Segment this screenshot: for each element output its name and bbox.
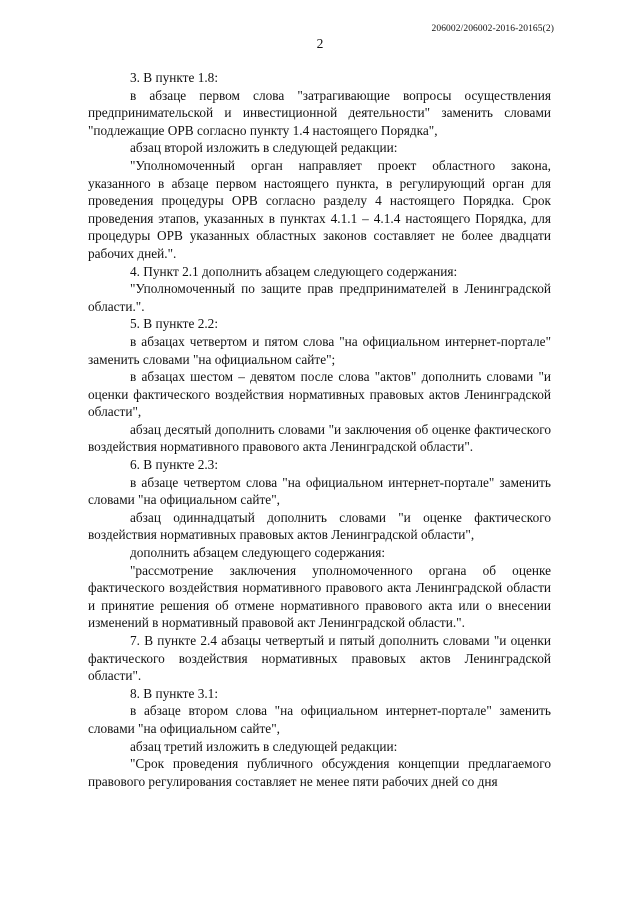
- paragraph: в абзаце первом слова "затрагивающие вопросы осуществления предпринимательской и инвестиционной деятельности" заменить словами "подлежащие ОРВ согласно пункту 1.4 настоящего Порядка",: [88, 87, 551, 138]
- quoted-paragraph: "рассмотрение заключения уполномоченного органа об оценке фактического воздействия нормативного правового акта Ленинградской области и принятие решения об отмене нормативного правового акта или о внесении изменений в нормативный правовой акт Ленинградской области.".: [88, 562, 551, 631]
- paragraph: абзац одиннадцатый дополнить словами "и оценке фактического воздействия нормативных правовых актов Ленинградской области",: [88, 509, 551, 543]
- paragraph: абзац второй изложить в следующей редакции:: [130, 140, 398, 156]
- page-number: 2: [316, 36, 324, 51]
- paragraph: абзац третий изложить в следующей редакции:: [130, 738, 398, 754]
- paragraph: дополнить абзацем следующего содержания:: [130, 545, 386, 561]
- paragraph: в абзаце четвертом слова "на официальном интернет-портале" заменить словами "на официальном сайте",: [88, 474, 551, 508]
- document-body: [88, 69, 551, 790]
- paragraph: в абзацах четвертом и пятом слова "на официальном интернет-портале" заменить словами "на официальном сайте";: [88, 333, 551, 367]
- paragraph-item-4: 4. Пункт 2.1 дополнить абзацем следующего содержания:: [130, 263, 458, 279]
- paragraph-item-7: 7. В пункте 2.4 абзацы четвертый и пятый дополнить словами "и оценки фактического воздействия нормативных правовых актов Ленинградской области".: [88, 633, 551, 684]
- quoted-paragraph: "Уполномоченный орган направляет проект областного закона, указанного в абзаце первом настоящего пункта, в регулирующий орган для проведения процедуры ОРВ согласно разделу 4 настоящего Порядка. Срок проведения этапов, указанных в пунктах 4.1.1 – 4.1.4 настоящего Порядка, для процедуры ОРВ указанных областных законов составляет не более двадцати рабочих дней.".: [88, 157, 551, 261]
- paragraph-item-8: 8. В пункте 3.1:: [130, 685, 219, 701]
- paragraph: абзац десятый дополнить словами "и заключения об оценке фактического воздействия нормативного правового акта Ленинградской области".: [88, 421, 551, 455]
- quoted-paragraph: "Уполномоченный по защите прав предпринимателей в Ленинградской области.".: [88, 281, 551, 314]
- paragraph-item-6: 6. В пункте 2.3:: [130, 457, 219, 473]
- paragraph: в абзацах шестом – девятом после слова "актов" дополнить словами "и оценки фактического воздействия нормативных правовых актов Ленинградской области",: [88, 369, 551, 420]
- paragraph-item-5: 5. В пункте 2.2:: [130, 316, 219, 332]
- paragraph-item-3: 3. В пункте 1.8:: [130, 70, 219, 85]
- quoted-paragraph: "Срок проведения публичного обсуждения концепции предлагаемого правового регулирования составляет не менее пяти рабочих дней со дня: [88, 756, 551, 789]
- document-registration-number: 206002/206002-2016-20165(2): [431, 24, 554, 34]
- paragraph: в абзаце втором слова "на официальном интернет-портале" заменить словами "на официальном сайте",: [88, 703, 551, 736]
